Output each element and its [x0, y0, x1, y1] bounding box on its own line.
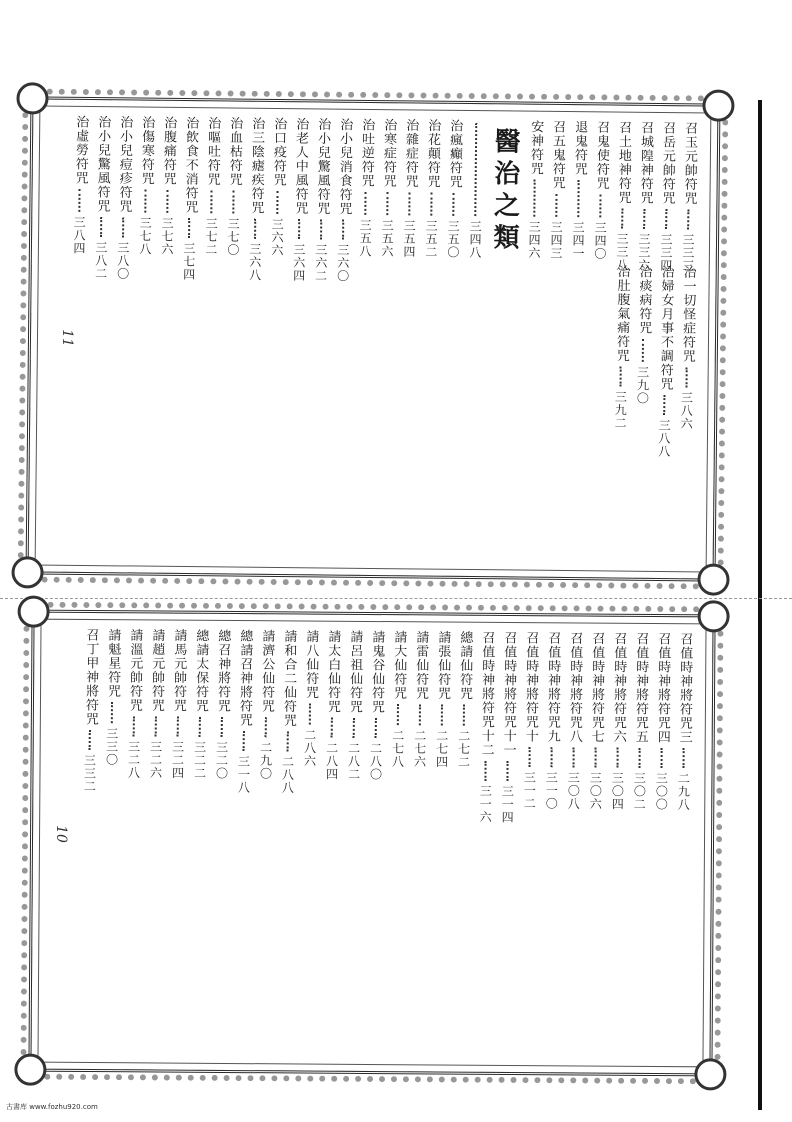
- toc-entry-title: 請大仙符咒: [390, 630, 407, 701]
- scan-fold-line: [0, 598, 792, 600]
- toc-page-number: 二八八: [280, 755, 295, 795]
- toc-entry-title: 請和合二仙符咒: [280, 629, 297, 728]
- toc-page-number: 二八〇: [368, 741, 383, 782]
- toc-entry: [673, 632, 696, 812]
- toc-entry-title: 召鬼使符咒: [593, 120, 610, 191]
- toc-entry-title: 召岳元帥符咒: [659, 120, 676, 206]
- toc-entry: [90, 115, 113, 281]
- toc-entry: [321, 629, 344, 781]
- corner-ornament: [702, 89, 734, 121]
- leader-dots: [342, 220, 344, 240]
- toc-entry: [365, 629, 388, 782]
- toc-entry: [277, 629, 300, 795]
- toc-entry: [651, 631, 674, 812]
- corner-ornament: [697, 563, 729, 595]
- toc-page-number: 二七二: [456, 729, 471, 769]
- toc-entry: [563, 631, 586, 811]
- toc-page-number: 二九八: [676, 772, 691, 812]
- leader-dots: [663, 395, 665, 415]
- leader-dots: [386, 192, 388, 215]
- top-page-panel: [26, 96, 721, 581]
- leader-dots: [265, 717, 267, 737]
- toc-entry: [677, 121, 700, 273]
- toc-page-number: 三八〇: [115, 241, 131, 281]
- leader-dots: [177, 717, 179, 737]
- toc-entry-title: 請雷仙符咒: [412, 630, 429, 701]
- leader-dots: [683, 748, 685, 768]
- corner-ornament: [11, 556, 43, 588]
- toc-entry: [123, 628, 146, 780]
- toc-page-number: 三一六: [478, 784, 493, 824]
- leader-dots: [111, 702, 113, 723]
- leader-dots: [419, 704, 421, 725]
- toc-entry: [255, 629, 278, 781]
- bottom-page-panel: [28, 610, 715, 1077]
- toc-entry-title: 治吐逆符咒: [358, 117, 375, 188]
- toc-entry: [387, 630, 410, 768]
- toc-page-number: 三七二: [203, 217, 219, 257]
- toc-entry: [409, 630, 432, 768]
- toc-entry-title: 安神符咒: [527, 119, 544, 176]
- leader-dots: [621, 209, 623, 229]
- toc-entry-title: 召值時神將符咒七: [588, 631, 605, 744]
- toc-page-number: 三五八: [357, 218, 373, 258]
- toc-entry: [420, 118, 443, 258]
- toc-entry-title: 治花顛符咒: [424, 118, 441, 189]
- leader-dots: [577, 180, 579, 217]
- leader-dots: [506, 761, 508, 781]
- toc-entry: [112, 115, 135, 281]
- toc-entry-title: 召值時神將符咒十一: [500, 630, 517, 758]
- toc-entry: [541, 631, 564, 811]
- toc-entry: [631, 265, 654, 405]
- toc-page-number: 三七六: [159, 216, 175, 256]
- toc-entry-title: 治小兒驚風符咒: [94, 115, 111, 214]
- leader-dots: [595, 748, 597, 768]
- toc-entry: [68, 115, 91, 255]
- leader-dots: [484, 761, 486, 781]
- section-heading: 醫治之類: [488, 127, 521, 256]
- toc-entry: [332, 117, 355, 283]
- toc-entry-title: 請八仙符咒: [303, 629, 319, 700]
- toc-entry-title: 召值時神將符咒九: [544, 631, 561, 744]
- toc-entry-title: 治飲食不消符咒: [182, 116, 199, 215]
- toc-entry: [167, 628, 190, 780]
- leader-dots: [551, 747, 553, 767]
- toc-entry: [567, 120, 590, 260]
- toc-page-number: 三〇八: [566, 771, 581, 811]
- toc-entry: [79, 627, 102, 794]
- toc-entry-title: 請魁星符咒: [105, 628, 121, 699]
- toc-entry: [431, 630, 454, 768]
- leader-dots: [320, 219, 322, 239]
- toc-page-number: 三一〇: [544, 771, 559, 811]
- toc-entry: [609, 264, 632, 430]
- toc-entry-title: 治痰病符咒: [636, 264, 652, 335]
- toc-page-number: 三八四: [71, 215, 87, 255]
- toc-entry-title: 召五鬼符咒: [549, 119, 566, 190]
- toc-entry: [233, 629, 256, 795]
- page-number-top: 11: [58, 329, 75, 347]
- toc-entry: [266, 117, 289, 257]
- toc-page-number: 三二八: [126, 740, 141, 780]
- toc-page-number: 三二六: [148, 740, 163, 780]
- toc-page-number: 三五〇: [445, 219, 461, 259]
- toc-page-number: 三三六: [636, 232, 652, 272]
- toc-entry-title: 請濟公仙符咒: [258, 629, 275, 714]
- toc-page-number: 三六二: [313, 243, 328, 283]
- toc-page-number: 三三二: [82, 753, 97, 794]
- leader-dots: [309, 704, 311, 725]
- toc-entry: [354, 118, 377, 258]
- toc-entry: [134, 115, 157, 255]
- toc-page-number: 二九〇: [258, 741, 273, 781]
- toc-page-number: 三三〇: [104, 727, 119, 767]
- toc-entry-title: 召土地神符咒: [615, 120, 632, 205]
- toc-entry: [585, 631, 608, 811]
- leader-dots: [353, 718, 355, 738]
- toc-entry: [633, 120, 656, 272]
- book-spine-shadow: [758, 100, 762, 1110]
- corner-ornament: [697, 600, 729, 632]
- leader-dots: [665, 209, 667, 229]
- corner-ornament: [17, 596, 49, 628]
- toc-entry: [464, 119, 487, 259]
- toc-entry: [156, 116, 179, 256]
- toc-page-number: 三三八: [614, 232, 630, 272]
- leader-dots: [221, 717, 223, 737]
- toc-entry-title: 召值時神將符咒十: [522, 631, 539, 744]
- leader-dots: [474, 123, 477, 216]
- toc-entry: [310, 117, 333, 283]
- toc-entry-title: 召值時神將符咒五: [632, 631, 649, 744]
- corner-ornament: [14, 1054, 46, 1086]
- leader-dots: [375, 718, 377, 738]
- leader-dots: [533, 180, 535, 217]
- leader-dots: [276, 191, 278, 214]
- leader-dots: [298, 219, 300, 239]
- toc-columns-top: [46, 115, 701, 564]
- toc-entry: [611, 120, 634, 272]
- toc-entry-title: 治腹痛符咒: [160, 115, 177, 186]
- toc-entry-title: 治虛勞符咒: [72, 114, 89, 186]
- toc-entry-title: 召玉元帥符咒: [681, 121, 698, 206]
- toc-entry-title: 治瘋癲符咒: [446, 118, 463, 189]
- toc-entry: [475, 630, 498, 824]
- leader-dots: [620, 367, 622, 387]
- toc-entry-title: 總請太保符咒: [192, 628, 209, 713]
- leader-dots: [122, 217, 124, 237]
- toc-page-number: 三五二: [423, 219, 439, 259]
- toc-page-number: 二八四: [324, 741, 339, 781]
- leader-dots: [210, 190, 212, 213]
- toc-page-number: 三九二: [613, 390, 628, 430]
- toc-entry: [523, 120, 546, 260]
- leader-dots: [529, 747, 531, 767]
- leader-dots: [133, 716, 135, 736]
- leader-dots: [155, 716, 157, 736]
- toc-entry: [629, 631, 652, 811]
- toc-page-number: 三七八: [137, 216, 153, 256]
- leader-dots: [686, 367, 688, 387]
- leader-dots: [452, 193, 454, 216]
- toc-entry: [288, 117, 311, 283]
- toc-page-number: 三一二: [522, 771, 537, 811]
- leader-dots: [254, 219, 256, 239]
- toc-entry-title: 總請仙符咒: [456, 630, 473, 701]
- toc-page-number: 三〇四: [610, 771, 625, 811]
- toc-page-number: 二八二: [346, 741, 361, 781]
- leader-dots: [331, 718, 333, 738]
- leader-dots: [639, 748, 641, 768]
- toc-entry: [655, 120, 678, 273]
- toc-entry-title: 治三陰瘧疾符咒: [248, 116, 265, 215]
- toc-page-number: 三九〇: [635, 365, 650, 405]
- site-watermark: 古書库 www.fozhu920.com: [6, 1103, 98, 1111]
- toc-entry: [101, 628, 124, 766]
- leader-dots: [287, 731, 289, 751]
- leader-dots: [100, 217, 102, 237]
- leader-dots: [397, 704, 399, 725]
- toc-entry-title: 治小兒痘疹符咒: [116, 115, 133, 214]
- toc-entry-title: 請鬼谷仙符咒: [368, 629, 385, 715]
- toc-page-number: 三五六: [379, 219, 395, 259]
- toc-entry-title: 總請召神將符咒: [236, 629, 253, 728]
- toc-page-number: 三六〇: [335, 243, 350, 283]
- leader-dots: [408, 192, 410, 215]
- toc-page-number: 三四〇: [592, 221, 608, 261]
- toc-page-number: 三六八: [247, 242, 263, 282]
- toc-entry: [222, 116, 245, 256]
- toc-page-number: 三七〇: [225, 217, 241, 257]
- toc-page-number: 三四三: [548, 220, 564, 260]
- toc-page-number: 三四一: [570, 221, 586, 261]
- toc-page-number: 三〇二: [632, 771, 647, 811]
- leader-dots: [642, 339, 644, 362]
- toc-entry: [589, 120, 612, 260]
- toc-entry: [200, 116, 223, 256]
- leader-dots: [661, 748, 663, 768]
- toc-page-number: 三二二: [192, 740, 207, 780]
- toc-entry: [299, 629, 322, 767]
- toc-page-number: 三二〇: [214, 740, 229, 780]
- leader-dots: [364, 192, 366, 215]
- toc-entry-title: 召值時神將符咒四: [654, 631, 671, 745]
- toc-page-number: 三〇六: [588, 771, 603, 811]
- toc-page-number: 二七六: [412, 729, 427, 769]
- corner-ornament: [694, 1058, 726, 1090]
- toc-entry-title: 治血枯符咒: [226, 116, 243, 187]
- toc-entry-title: 召丁甲神將符咒: [82, 627, 99, 727]
- toc-entry: [519, 631, 542, 811]
- leader-dots: [687, 209, 689, 229]
- toc-page-number: 三八八: [656, 418, 672, 459]
- leader-dots: [243, 731, 245, 751]
- leader-dots: [463, 705, 465, 726]
- leader-dots: [441, 704, 443, 725]
- toc-entry-title: 治肚腹氣痛符咒: [613, 264, 630, 363]
- toc-page-number: 三六四: [291, 243, 306, 283]
- toc-entry-title: 召城隍神符咒: [637, 120, 654, 205]
- toc-entry: [545, 120, 568, 260]
- toc-page-number: 三八二: [93, 241, 109, 281]
- toc-entry: [398, 118, 421, 258]
- toc-page-number: 三二四: [170, 740, 185, 780]
- toc-entry-title: 治雜症符咒: [402, 118, 419, 189]
- toc-entry-title: 治小兒驚風符咒: [314, 117, 331, 216]
- page-number-bottom: 10: [52, 825, 69, 843]
- leader-dots: [643, 209, 645, 229]
- toc-entry-title: 請馬元帥符咒: [170, 628, 187, 713]
- toc-page-number: 三四六: [526, 220, 542, 260]
- toc-entry: [497, 630, 520, 824]
- toc-page-number: 三五四: [401, 219, 417, 259]
- toc-page-number: 三八六: [679, 391, 694, 431]
- leader-dots: [166, 190, 168, 213]
- toc-entry: [178, 116, 201, 282]
- corner-ornament: [16, 82, 48, 114]
- leader-dots: [144, 190, 146, 213]
- toc-entry-title: 請溫元帥符咒: [126, 628, 143, 713]
- toc-entry-title: 治嘔吐符咒: [204, 116, 221, 187]
- toc-entry-title: 治小兒消食符咒: [336, 117, 353, 216]
- leader-dots: [188, 218, 190, 238]
- toc-entry-title: 治傷寒符咒: [138, 115, 155, 186]
- toc-entry-title: 召值時神將符咒三: [676, 632, 693, 745]
- leader-dots: [430, 193, 432, 216]
- toc-entry: [189, 628, 212, 780]
- toc-entry-title: 請太白仙符咒: [324, 629, 341, 714]
- toc-page-number: 三〇〇: [654, 771, 669, 812]
- toc-page-number: 三七四: [181, 241, 197, 282]
- toc-page-number: 二七八: [390, 729, 405, 769]
- toc-entry: [376, 118, 399, 258]
- toc-entry: [211, 628, 234, 780]
- toc-entry: [343, 629, 366, 781]
- toc-entry: [453, 631, 476, 769]
- toc-page-number: 三六六: [269, 217, 285, 258]
- toc-entry-title: 召值時神將符咒八: [566, 631, 583, 744]
- toc-page-number: 三三四: [658, 232, 674, 273]
- leader-dots: [573, 747, 575, 767]
- toc-entry: [607, 631, 630, 811]
- toc-entry: [442, 119, 465, 259]
- toc-page-number: 三三三: [680, 233, 696, 273]
- toc-entry-title: 治婦女月事不調符咒: [657, 264, 674, 392]
- toc-entry-title: 治口疫符咒: [270, 116, 287, 188]
- leader-dots: [78, 189, 80, 212]
- toc-page-number: 二八六: [302, 728, 317, 768]
- toc-entry: [653, 264, 676, 459]
- toc-entry-title: 請趙元帥符咒: [148, 628, 165, 713]
- toc-entry-title: 總召神將符咒: [214, 628, 231, 714]
- leader-dots: [232, 191, 234, 214]
- toc-entry: [145, 628, 168, 780]
- toc-entry-title: 召值時神將符咒六: [610, 631, 627, 744]
- toc-entry-title: 治老人中風符咒: [292, 117, 309, 216]
- leader-dots: [599, 194, 601, 217]
- leader-dots: [89, 730, 91, 750]
- toc-entry: [244, 116, 267, 282]
- toc-entry-title: 召值時神將符咒十二: [478, 630, 495, 757]
- leader-dots: [555, 194, 557, 217]
- toc-entry: [675, 265, 698, 431]
- toc-entry-title: 退鬼符咒: [571, 120, 588, 177]
- leader-dots: [617, 748, 619, 768]
- toc-page-number: 三一八: [236, 755, 251, 795]
- toc-columns-bottom: [49, 628, 696, 1058]
- toc-entry-title: 治寒症符咒: [380, 118, 397, 189]
- toc-entry-title: 請張仙符咒: [434, 630, 451, 701]
- toc-page-number: 三四八: [467, 219, 483, 260]
- toc-entry-title: 請呂祖仙符咒: [346, 629, 363, 714]
- toc-page-number: 三一四: [500, 784, 515, 824]
- toc-page-number: 二七四: [434, 729, 449, 769]
- leader-dots: [199, 717, 201, 737]
- toc-entry-title: 治一切怪症符咒: [679, 265, 696, 364]
